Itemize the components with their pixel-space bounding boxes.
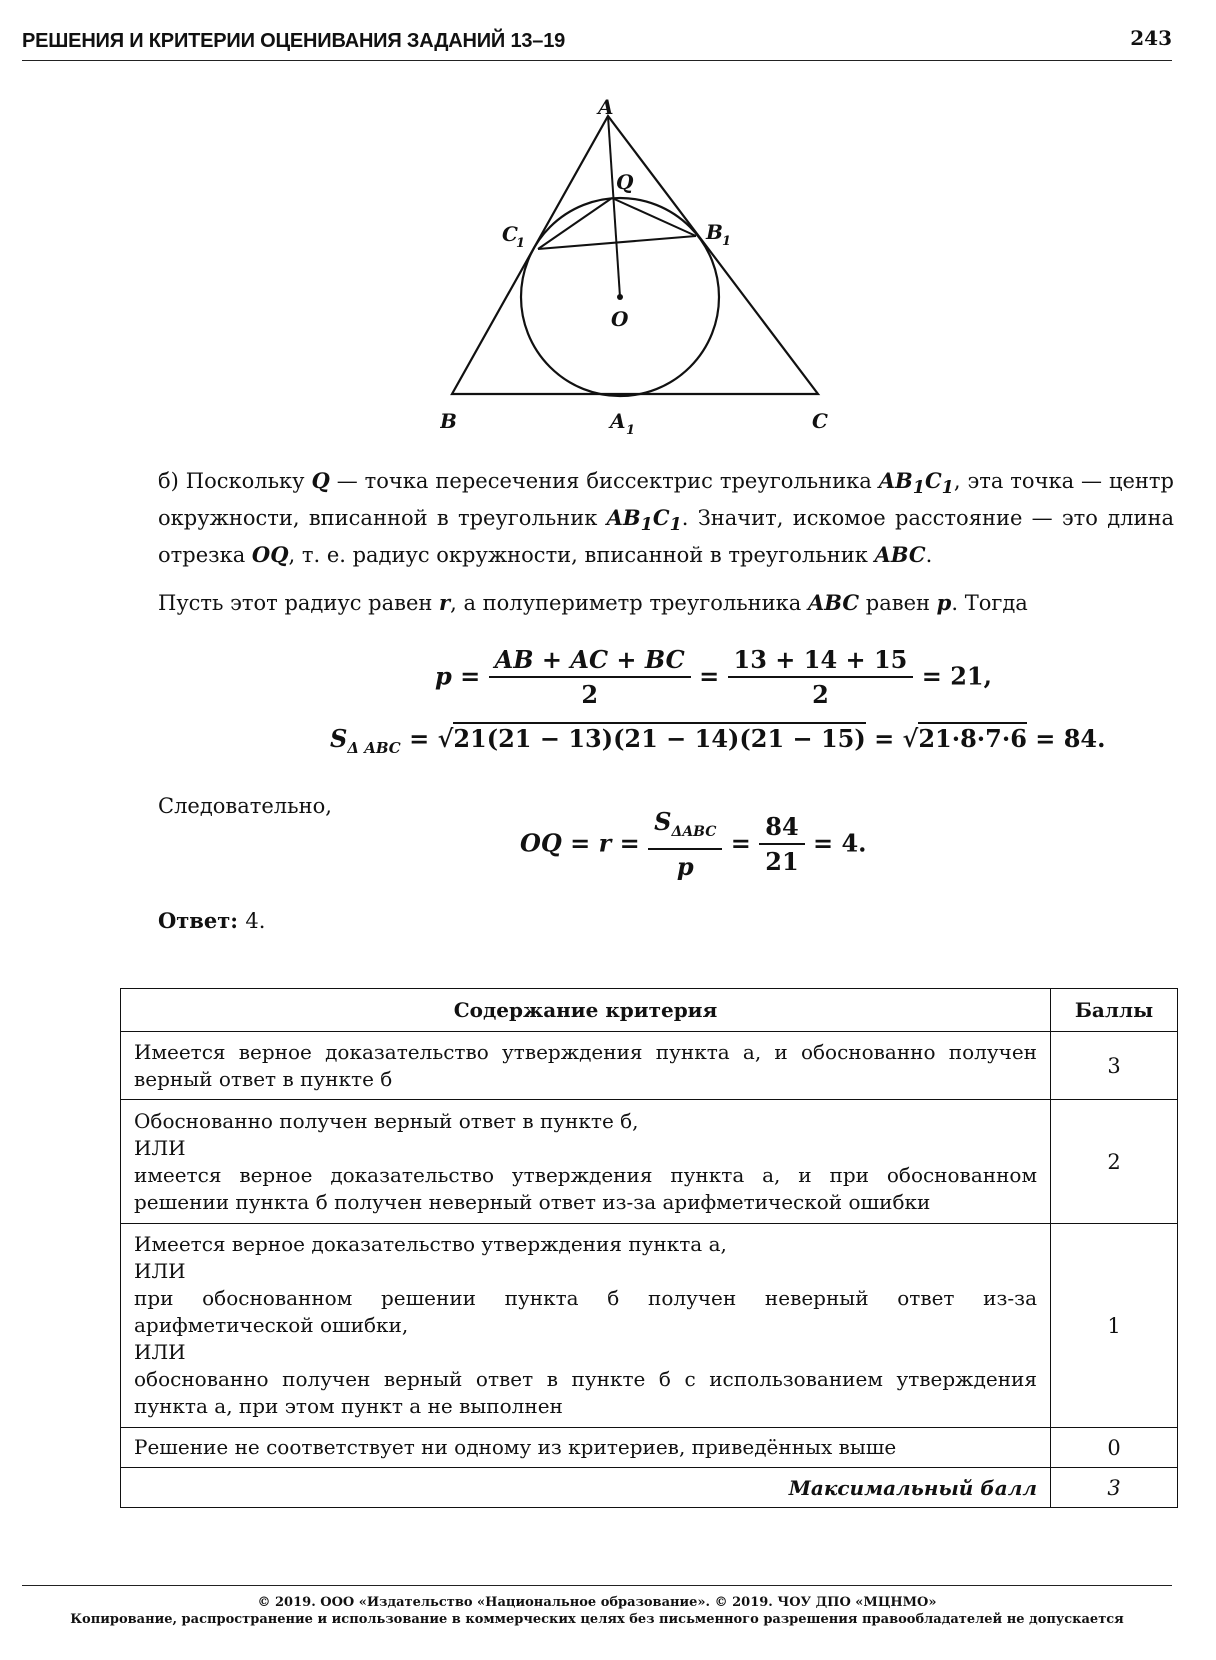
segment-qc1 [538, 198, 612, 249]
label-a: A [598, 96, 614, 119]
page-header [22, 26, 1172, 61]
criterion-points: 3 [1051, 1032, 1178, 1100]
point-o [617, 294, 623, 300]
section-title: РЕШЕНИЯ И КРИТЕРИИ ОЦЕНИВАНИЯ ЗАДАНИЙ 13–19 [22, 30, 566, 52]
table-row [121, 1032, 1178, 1100]
label-b: B [440, 409, 457, 433]
label-q: Q [616, 170, 634, 194]
criterion-points: 0 [1051, 1428, 1178, 1468]
label-a1: A [610, 409, 626, 433]
label-c: C [812, 409, 828, 433]
label-b1-sub: 1 [722, 234, 732, 249]
formula-area-heron: $S_{\Delta ABC} = √21(21 - 13)(21 - 14)(21 - 15) = √21\cdot 8\cdot 7\cdot 6 = 84$. [330, 724, 1106, 757]
label-c1: C [502, 222, 518, 246]
header-points: Баллы [1051, 989, 1178, 1032]
segment-ao [608, 116, 620, 297]
header-content: Содержание критерия [121, 989, 1051, 1032]
answer-line: Ответ: 4. [158, 908, 266, 933]
label-a1-sub: 1 [626, 423, 636, 438]
criterion-points: 1 [1051, 1224, 1178, 1428]
geometry-figure [440, 96, 900, 446]
max-score-label: Максимальный балл [121, 1468, 1051, 1508]
solution-paragraph-b: б) Поскольку Q — точка пересечения биссектрис треугольника $AB_1C_1$, эта точка — центр окружности, вписанной в треугольник $AB_1C_1$. Значит, искомое расстояние — это длина отрезка OQ, т. е. радиус окружности, вписанной в треугольник ABC. [158, 468, 1174, 568]
criterion-text: Обоснованно получен верный ответ в пункте б, ИЛИ имеется верное доказательство утверждения пункта а, и при обоснованном решении пункта б получен неверный ответ из-за арифметической ошибки [121, 1100, 1051, 1224]
table-max-row [121, 1468, 1178, 1508]
solution-paragraph-radius: Пусть этот радиус равен r, а полупериметр треугольника ABC равен p. Тогда [158, 590, 1028, 615]
formula-radius: OQ = r = $\frac{S_{\Delta ABC}}{p}$ = $\frac{84}{21}$ = 4. [520, 807, 867, 881]
copyright-line: © 2019. ООО «Издательство «Национальное образование». © 2019. ЧОУ ДПО «МЦНМО» [257, 1595, 937, 1610]
page-number: 243 [1130, 26, 1172, 50]
criterion-text: Решение не соответствует ни одному из критериев, приведённых выше [121, 1428, 1051, 1468]
triangle-abc [452, 116, 818, 394]
criterion-text: Имеется верное доказательство утверждения пункта а, ИЛИ при обоснованном решении пункта б получен неверный ответ из-за арифметической ошибки, ИЛИ обоснованно получен верный ответ в пункте б с использованием утверждения пункта а, при этом пункт а не выполнен [121, 1224, 1051, 1428]
table-row [121, 1100, 1178, 1224]
table-header-row [121, 989, 1178, 1032]
page-footer [22, 1585, 1172, 1628]
criterion-text: Имеется верное доказательство утверждения пункта а, и обоснованно получен верный ответ в пункте б [121, 1032, 1051, 1100]
copyright-notice: Копирование, распространение и использование в коммерческих целях без письменного разрешения правообладателей не допускается [70, 1612, 1124, 1627]
max-score-value: 3 [1051, 1468, 1178, 1508]
therefore-text: Следовательно, [158, 794, 332, 818]
formula-semiperimeter: p = $\frac{AB + AC + BC}{2}$ = $\frac{13 + 14 + 15}{2}$ = 21, [435, 645, 992, 709]
label-o: O [611, 307, 629, 331]
criteria-table [120, 988, 1178, 1508]
label-b1: B [706, 220, 723, 244]
label-c1-sub: 1 [516, 236, 526, 251]
criterion-points: 2 [1051, 1100, 1178, 1224]
table-row [121, 1224, 1178, 1428]
table-row [121, 1428, 1178, 1468]
